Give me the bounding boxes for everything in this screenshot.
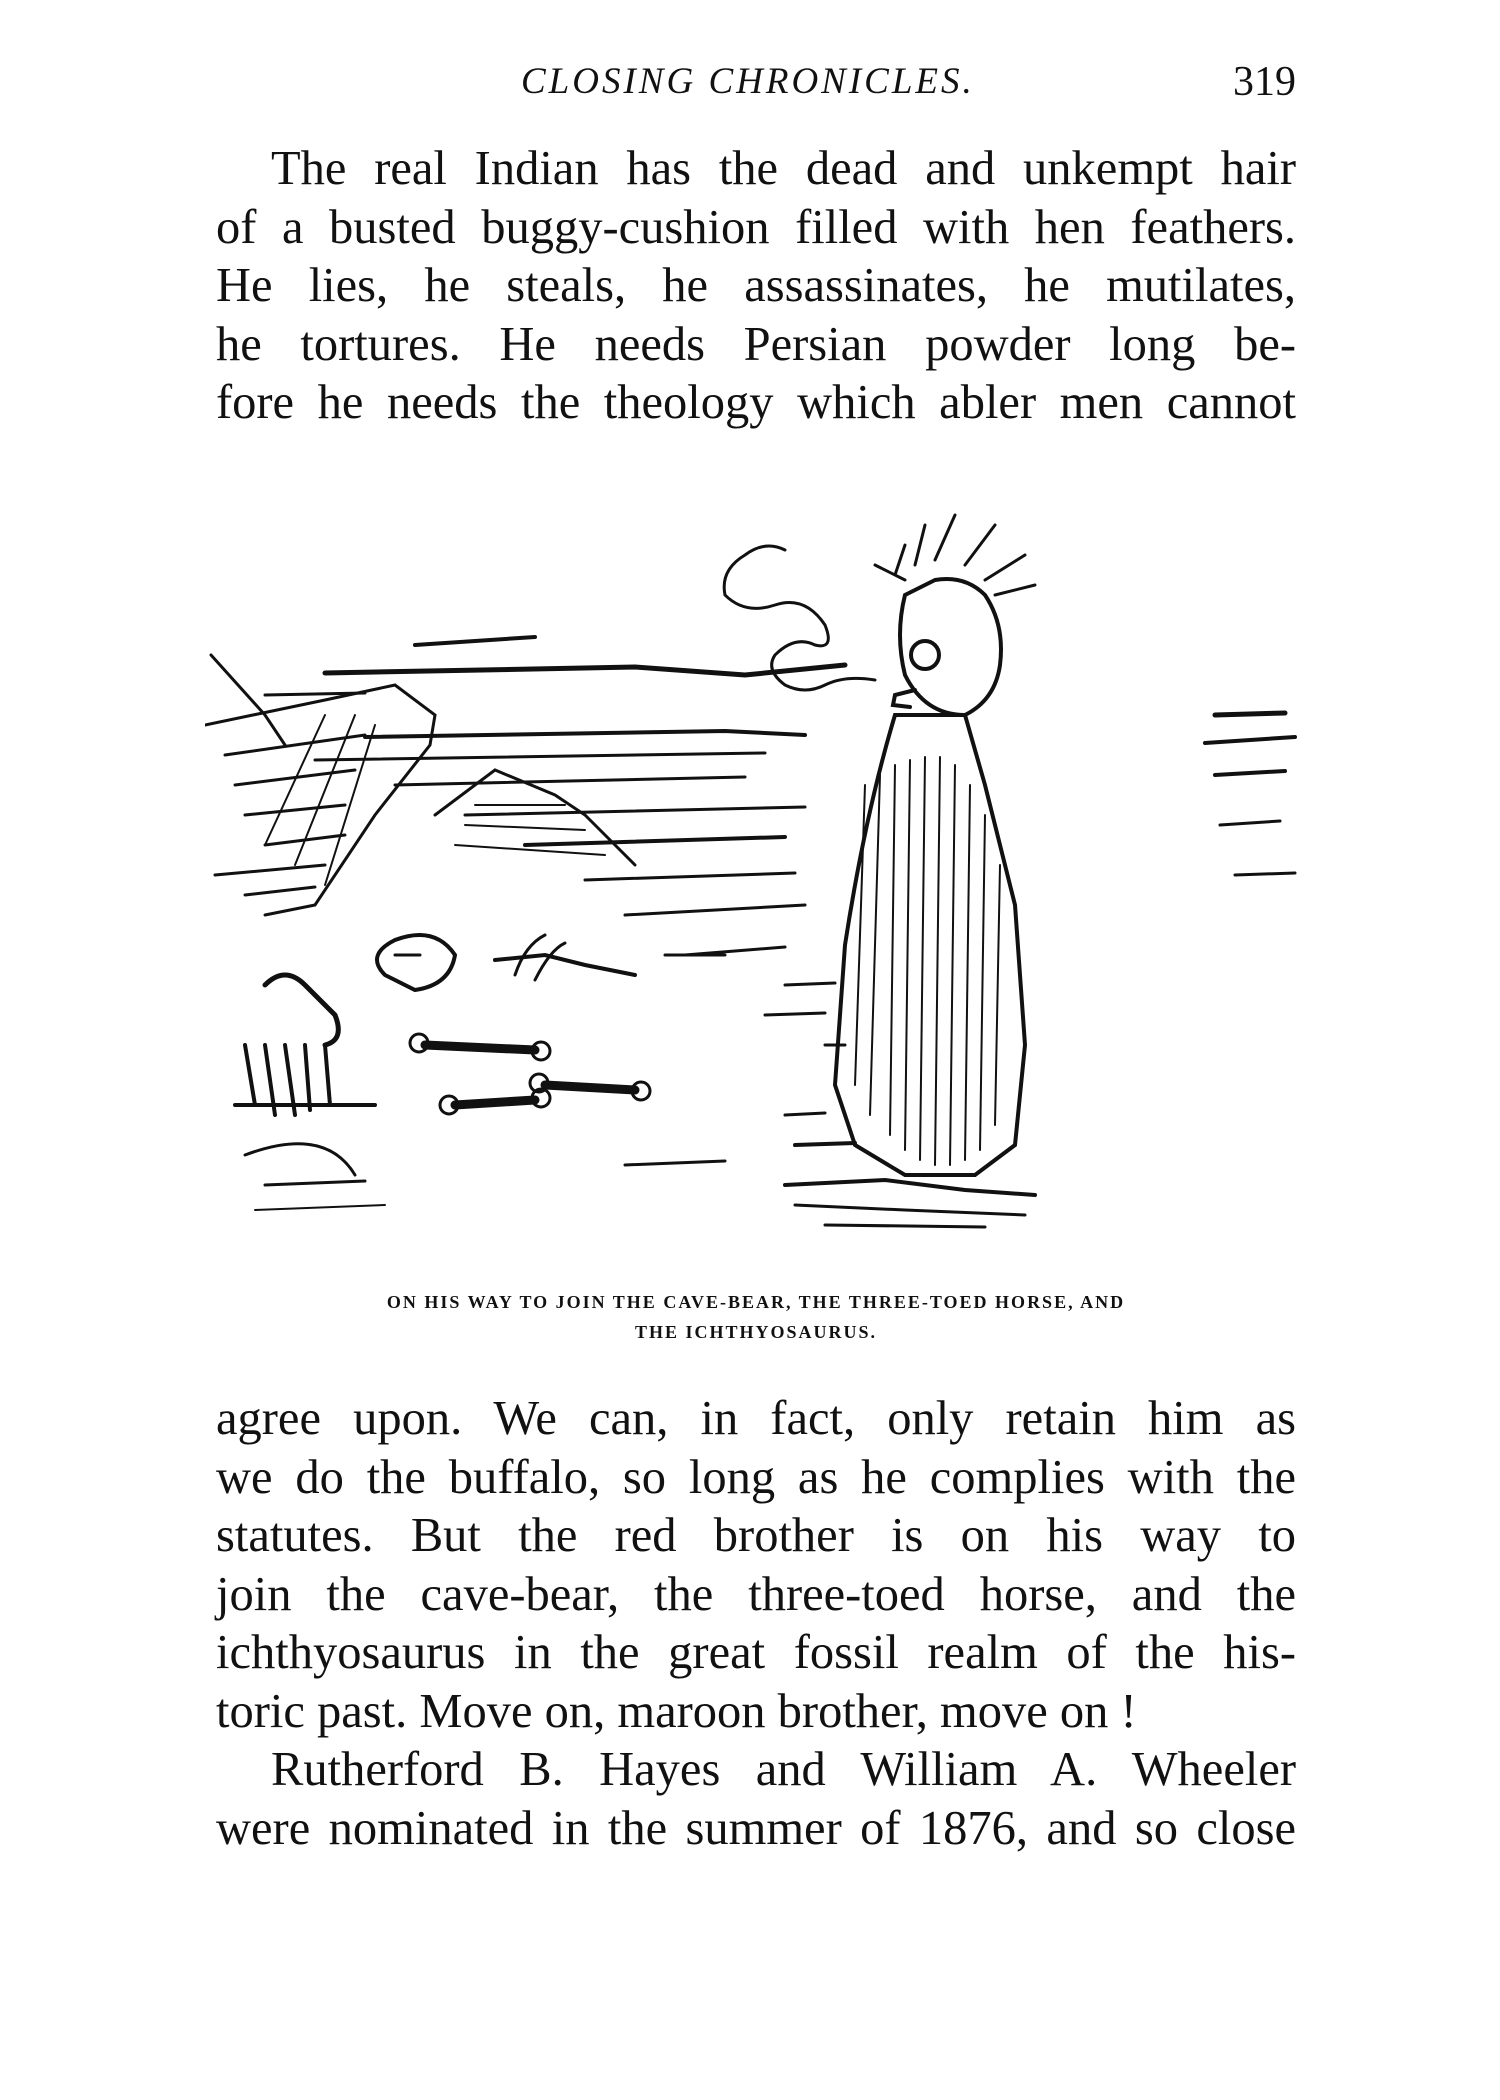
text-line: toric past. Move on, maroon brother, move on ! (216, 1684, 1137, 1738)
text-line: The real Indian has the dead and unkempt hair (271, 142, 1296, 195)
illustration-caption (216, 1287, 1296, 1347)
page-number: 319 (1233, 59, 1296, 105)
caption-line: ON HIS WAY TO JOIN THE CAVE-BEAR, THE THREE-TOED HORSE, AND (386, 1292, 1126, 1312)
bottom-text (216, 1390, 1296, 1858)
running-title: CLOSING CHRONICLES. (521, 61, 975, 102)
text-line: He lies, he steals, he assassinates, he mutilates, (216, 259, 1296, 312)
illustration (205, 485, 1305, 1265)
text-line: we do the buffalo, so long as he complies with the (216, 1450, 1296, 1504)
text-line: of a busted buggy-cushion filled with hen feathers. (216, 200, 1296, 254)
caption-line: THE ICHTHYOSAURUS. (634, 1322, 878, 1342)
text-line: agree upon. We can, in fact, only retain him as (216, 1392, 1296, 1445)
running-head (216, 58, 1296, 118)
text-line: statutes. But the red brother is on his way to (216, 1509, 1296, 1562)
text-line: fore he needs the theology which abler men cannot (216, 376, 1296, 429)
text-line: ichthyosaurus in the great fossil realm of the his- (216, 1626, 1296, 1679)
top-paragraph (216, 140, 1296, 433)
text-line: join the cave-bear, the three-toed horse, and the (216, 1567, 1296, 1621)
text-line: were nominated in the summer of 1876, and so close (216, 1801, 1296, 1855)
text-line: he tortures. He needs Persian powder long be- (216, 317, 1296, 371)
text-line: Rutherford B. Hayes and William A. Wheeler (271, 1743, 1296, 1796)
illustration-drawing (205, 485, 1305, 1265)
